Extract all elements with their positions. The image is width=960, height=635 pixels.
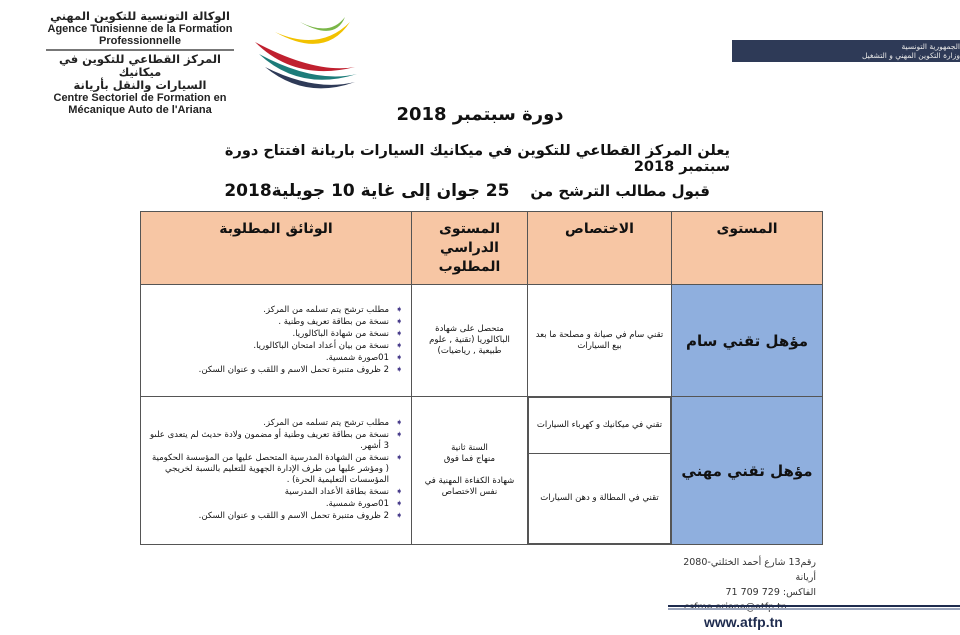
header-documents: الوثائق المطلوبة (141, 212, 412, 285)
header-level: المستوى (672, 212, 823, 285)
list-item: ➧ نسخة بطاقة الأعداد المدرسية (284, 487, 403, 497)
agency-name-fr-1: Agence Tunisienne de la Formation (47, 23, 233, 35)
study-line: طبيعية , رياضيات) (437, 346, 502, 356)
study-line: متحصل على شهادة (435, 324, 504, 334)
fax-line: الفاكس: 729 709 71 (725, 587, 816, 598)
study-line: نفس الاختصاص (441, 487, 498, 497)
study-line (416, 465, 523, 476)
bullet-arrow-icon: ➧ (395, 316, 403, 327)
list-item: ➧ نسخة من الشهادة المدرسية المتحصل عليها من المؤسسة الحكومية ( ومؤشر عليها من طرف الإدارة الجهوية للتعليم بالنسبة لخريجي المؤسسات التعليمية الحرة) . (151, 453, 403, 485)
specialty-item: تقني في ميكانيك و كهرباء السيارات (529, 398, 671, 454)
documents-cell (141, 285, 412, 397)
application-period (180, 181, 710, 201)
specialty-item: تقني في المطالة و دهن السيارات (529, 454, 671, 544)
bullet-arrow-icon: ➧ (395, 364, 403, 375)
table-header-row (141, 212, 823, 285)
list-item: ➧ نسخة من بطاقة تعريف وطنية . (278, 316, 403, 327)
study-level-cell (412, 397, 528, 545)
agency-name-ar: الوكالة التونسية للتكوين المهني (50, 9, 230, 23)
session-title: دورة سبتمبر 2018 (396, 104, 564, 125)
list-item: ➧ 2 ظروف متنبرة تحمل الاسم و اللقب و عنوان السكن. (198, 511, 403, 521)
bullet-arrow-icon: ➧ (395, 328, 403, 339)
list-item: ➧ 2 ظروف متنبرة تحمل الاسم و اللقب و عنوان السكن. (198, 364, 403, 375)
footer-rule (668, 605, 960, 609)
list-item: ➧ مطلب ترشح يتم تسلمه من المركز. (263, 418, 403, 428)
study-line: السنة ثانية (451, 443, 488, 453)
ministry-band (732, 40, 960, 62)
bullet-arrow-icon: ➧ (395, 511, 403, 521)
agency-header (40, 10, 240, 116)
period-prefix: قبول مطالب الترشح من (530, 182, 710, 200)
center-name-ar-2: السيارات والنقل بأريانة (73, 78, 207, 92)
list-item: ➧ 01صورة شمسية. (325, 499, 403, 509)
agency-name-fr-2: Professionnelle (99, 35, 181, 47)
table-row (141, 285, 823, 397)
level-cell: مؤهل تقني مهني (672, 397, 823, 545)
center-name-fr-1: Centre Sectoriel de Formation en (53, 92, 227, 104)
header-divider (46, 49, 234, 51)
level-cell: مؤهل تقني سام (672, 285, 823, 397)
announcement-text: يعلن المركز القطاعي للتكوين في ميكانيك السيارات باريانة افتتاح دورة سبتمبر 2018 (224, 143, 730, 175)
bullet-arrow-icon: ➧ (395, 499, 403, 509)
specialty-cell: تقني سام في صيانة و مصلحة ما بعد بيع السيارات (528, 285, 672, 397)
admission-table (140, 211, 823, 545)
list-item: ➧ مطلب ترشح يتم تسلمه من المركز. (263, 304, 403, 315)
table-row (141, 397, 823, 545)
bullet-arrow-icon: ➧ (395, 340, 403, 351)
documents-cell (141, 397, 412, 545)
header-specialty: الاختصاص (528, 212, 672, 285)
bullet-arrow-icon: ➧ (395, 487, 403, 497)
specialty-split (528, 397, 671, 544)
header-study-level: المستوى الدراسي المطلوب (412, 212, 528, 285)
specialty-cell (528, 397, 672, 545)
study-line: شهادة الكفاءة المهنية في (424, 476, 515, 486)
address-line: رقم13 شارع أحمد الخثلتي-2080 أريانة (683, 557, 816, 583)
republic-label: الجمهورية التونسية (901, 42, 960, 51)
study-line: منهاج فما فوق (443, 454, 496, 464)
list-item: ➧ 01صورة شمسية. (325, 352, 403, 363)
documents-list (149, 305, 403, 376)
bullet-arrow-icon: ➧ (395, 430, 403, 440)
bullet-arrow-icon: ➧ (395, 418, 403, 428)
center-name-ar-1: المركز القطاعي للتكوين في ميكانيك (59, 52, 221, 79)
study-line: الباكالوريا (تقنية , علوم (429, 335, 510, 345)
documents-list (149, 418, 403, 522)
list-item: ➧ نسخة من شهادة الباكالوريا. (292, 328, 403, 339)
ministry-label: وزارة التكوين المهني و التشغيل (861, 51, 960, 60)
period-dates: 25 جوان إلى غاية 10 جويلية2018 (224, 181, 510, 201)
bullet-arrow-icon: ➧ (395, 352, 403, 363)
atfp-logo (245, 12, 365, 100)
list-item: ➧ نسخة من بطاقة تعريف وطنية أو مضمون ولادة حديث لم يتعدى علىو 3 أشهر. (150, 430, 403, 451)
study-level-cell (412, 285, 528, 397)
website-link[interactable]: www.atfp.tn (704, 614, 783, 630)
center-name-fr-2: Mécanique Auto de l'Ariana (68, 104, 212, 116)
bullet-arrow-icon: ➧ (395, 304, 403, 315)
list-item: ➧ نسخة من بيان أعداد امتحان الباكالوريا. (253, 340, 403, 351)
bullet-arrow-icon: ➧ (395, 453, 403, 463)
